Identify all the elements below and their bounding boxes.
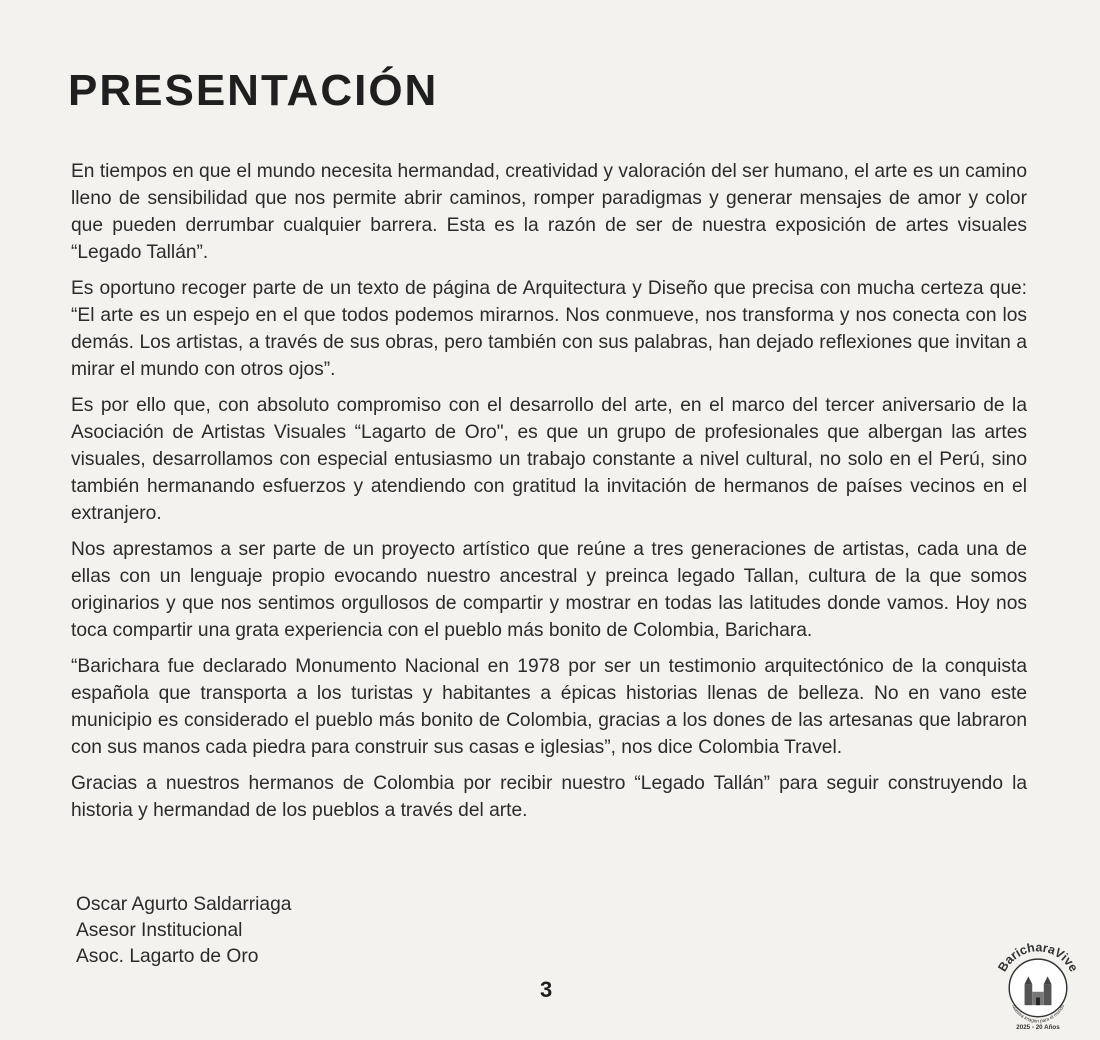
paragraph-3: Es por ello que, con absoluto compromiso con el desarrollo del arte, en el marco del tercer aniversario de la Asociación de Artistas Visuales “Lagarto de Oro", es que un grupo de profesionales que albergan las artes visuales, desarrollamos con especial entusiasmo un trabajo constante a nivel cultural, no solo en el Perú, sino también hermanando esfuerzos y atendiendo con gratitud la invitación de hermanos de países vecinos en el extranjero. xyxy=(71,395,1027,524)
signatory-name: Oscar Agurto Saldarriaga xyxy=(76,894,292,915)
page-title: PRESENTACIÓN xyxy=(68,66,439,115)
presentation-body xyxy=(71,158,1027,833)
logo-edition-text: 2025 - 20 Años xyxy=(1016,1024,1060,1032)
paragraph-2: Es oportuno recoger parte de un texto de página de Arquitectura y Diseño que precisa con mucha certeza que: “El arte es un espejo en el que todos podemos mirarnos. Nos conmueve, nos transforma y nos conecta con los demás. Los artistas, a través de sus obras, pero también con sus palabras, han dejado reflexiones que invitan a mirar el mundo con otros ojos”. xyxy=(71,278,1027,380)
logo-tagline-text: Nuestra imagen para el mundo xyxy=(1009,1004,1067,1025)
paragraph-5: “Barichara fue declarado Monumento Nacional en 1978 por ser un testimonio arquitectónico de la conquista española que transporta a los turistas y habitantes a épicas historias llenas de belleza. No en vano este municipio es considerado el pueblo más bonito de Colombia, gracias a los dones de las artesanas que labraron con sus manos cada piedra para construir sus casas e iglesias”, nos dice Colombia Travel. xyxy=(71,656,1027,758)
page-number: 3 xyxy=(540,977,553,1002)
paragraph-1: En tiempos en que el mundo necesita hermandad, creatividad y valoración del ser humano, el arte es un camino lleno de sensibilidad que nos permite abrir caminos, romper paradigmas y generar mensajes de amor y color que pueden derrumbar cualquier barrera. Esta es la razón de ser de nuestra exposición de artes visuales “Legado Tallán”. xyxy=(71,161,1027,263)
logo-brand-text: BaricharaVive xyxy=(995,940,1081,975)
signatory-organization: Asoc. Lagarto de Oro xyxy=(76,946,259,967)
signatory-role: Asesor Institucional xyxy=(76,920,243,941)
paragraph-4: Nos aprestamos a ser parte de un proyecto artístico que reúne a tres generaciones de artistas, cada una de ellas con un lenguaje propio evocando nuestro ancestral y preinca legado Tallan, cultura de la que somos originarios y que nos sentimos orgullosos de compartir y mostrar en todas las latitudes donde vamos. Hoy nos toca compartir una grata experiencia con el pueblo más bonito de Colombia, Barichara. xyxy=(71,539,1027,641)
signature-block xyxy=(76,892,291,970)
logo-badge-circle xyxy=(1009,959,1067,1017)
barichara-vive-logo xyxy=(990,938,1086,1034)
paragraph-6: Gracias a nuestros hermanos de Colombia por recibir nuestro “Legado Tallán” para seguir construyendo la historia y hermandad de los pueblos a través del arte. xyxy=(71,773,1027,821)
